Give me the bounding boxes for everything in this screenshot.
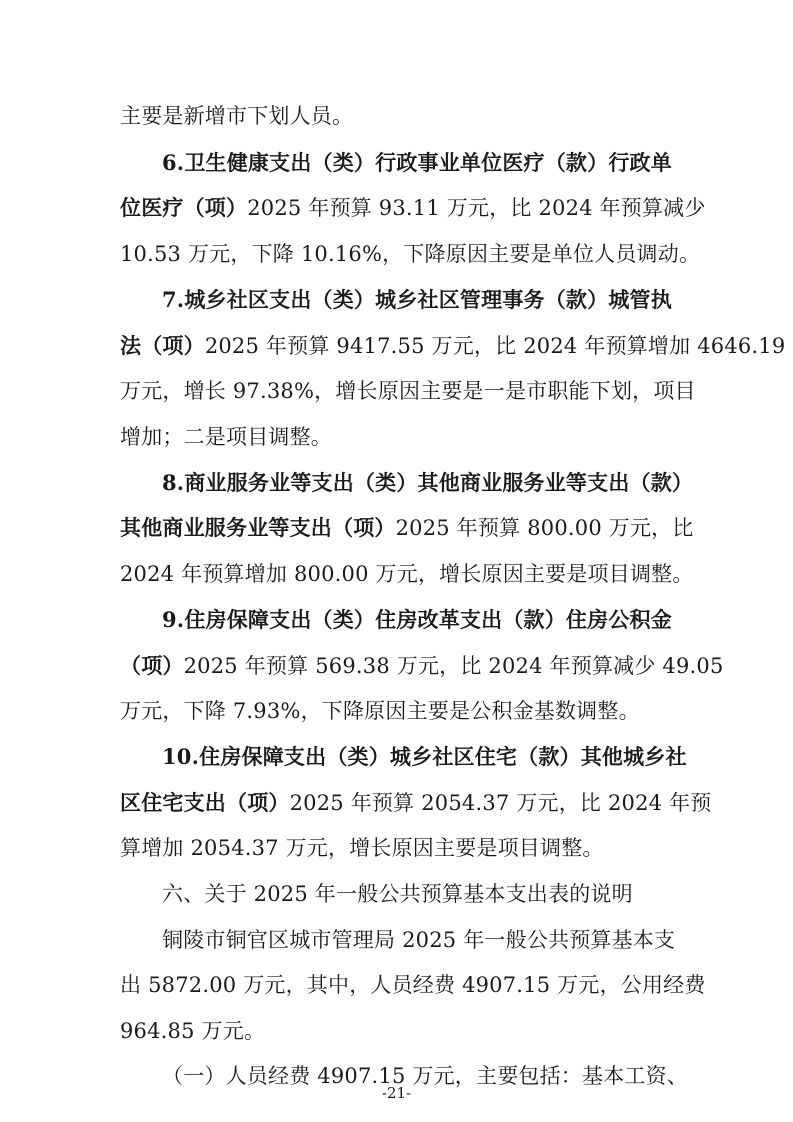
text-run: 2025 年预算 9417.55 万元，比 2024 年预算增加 4646.19 (204, 334, 786, 358)
paragraph-line (120, 561, 694, 587)
paragraph-line (120, 103, 353, 129)
paragraph-line (120, 424, 332, 450)
text-run: 万元，下降 7.93%，下降原因主要是公积金基数调整。 (120, 699, 640, 723)
text-run: 出 5872.00 万元，其中，人员经费 4907.15 万元，公用经费 (120, 973, 706, 997)
text-run: 六、关于 2025 年一般公共预算基本支出表的说明 (162, 882, 633, 906)
heading-run: 9.住房保障支出（类）住房改革支出（款）住房公积金 (162, 607, 672, 632)
paragraph-line (120, 195, 706, 221)
paragraph-line (120, 333, 785, 359)
paragraph-line (120, 378, 696, 404)
text-run: 铜陵市铜官区城市管理局 2025 年一般公共预算基本支 (162, 928, 676, 952)
paragraph-line (120, 698, 640, 724)
heading-run: （项） (120, 653, 184, 678)
section-heading-line (162, 150, 672, 176)
text-run: 10.53 万元，下降 10.16%，下降原因主要是单位人员调动。 (120, 242, 701, 266)
paragraph-line (120, 835, 604, 861)
heading-run: 8.商业服务业等支出（类）其他商业服务业等支出（款） (162, 470, 694, 495)
section-heading-line (162, 287, 672, 313)
text-run: 主要是新增市下划人员。 (120, 104, 354, 128)
heading-run: 7.城乡社区支出（类）城乡社区管理事务（款）城管执 (162, 287, 672, 312)
heading-run: 法（项） (120, 333, 205, 358)
paragraph-line (120, 1018, 265, 1044)
section-heading-line (162, 470, 693, 496)
text-run: 2025 年预算 93.11 万元，比 2024 年预算减少 (247, 196, 706, 220)
text-run: 万元，增长 97.38%，增长原因主要是一是市职能下划，项目 (120, 379, 696, 403)
section-heading-line (162, 607, 672, 633)
heading-run: 6.卫生健康支出（类）行政事业单位医疗（款）行政单 (162, 150, 672, 175)
heading-run: 位医疗（项） (120, 195, 248, 220)
paragraph-line (120, 972, 706, 998)
text-run: 2025 年预算 2054.37 万元，比 2024 年预 (289, 791, 712, 815)
text-run: 算增加 2054.37 万元，增长原因主要是项目调整。 (120, 836, 604, 860)
heading-run: 其他商业服务业等支出（项） (120, 515, 396, 540)
text-run: 2025 年预算 800.00 万元，比 (395, 516, 694, 540)
paragraph-line (120, 653, 724, 679)
text-run: 964.85 万元。 (120, 1019, 266, 1043)
paragraph-line (120, 790, 712, 816)
heading-run: 10.住房保障支出（类）城乡社区住宅（款）其他城乡社 (162, 744, 687, 769)
text-run: 增加；二是项目调整。 (120, 425, 332, 449)
text-run: 2025 年预算 569.38 万元，比 2024 年预算减少 49.05 (183, 654, 724, 678)
paragraph-line (120, 515, 694, 541)
section-title-line (162, 881, 633, 907)
paragraph-line (120, 241, 700, 267)
paragraph-line (162, 1063, 688, 1089)
page-number: -21- (381, 1084, 412, 1102)
paragraph-line (162, 927, 675, 953)
text-run: （一）人员经费 4907.15 万元，主要包括：基本工资、 (162, 1064, 688, 1088)
heading-run: 区住宅支出（项） (120, 790, 290, 815)
text-run: 2024 年预算增加 800.00 万元，增长原因主要是项目调整。 (120, 562, 694, 586)
section-heading-line (162, 744, 687, 770)
